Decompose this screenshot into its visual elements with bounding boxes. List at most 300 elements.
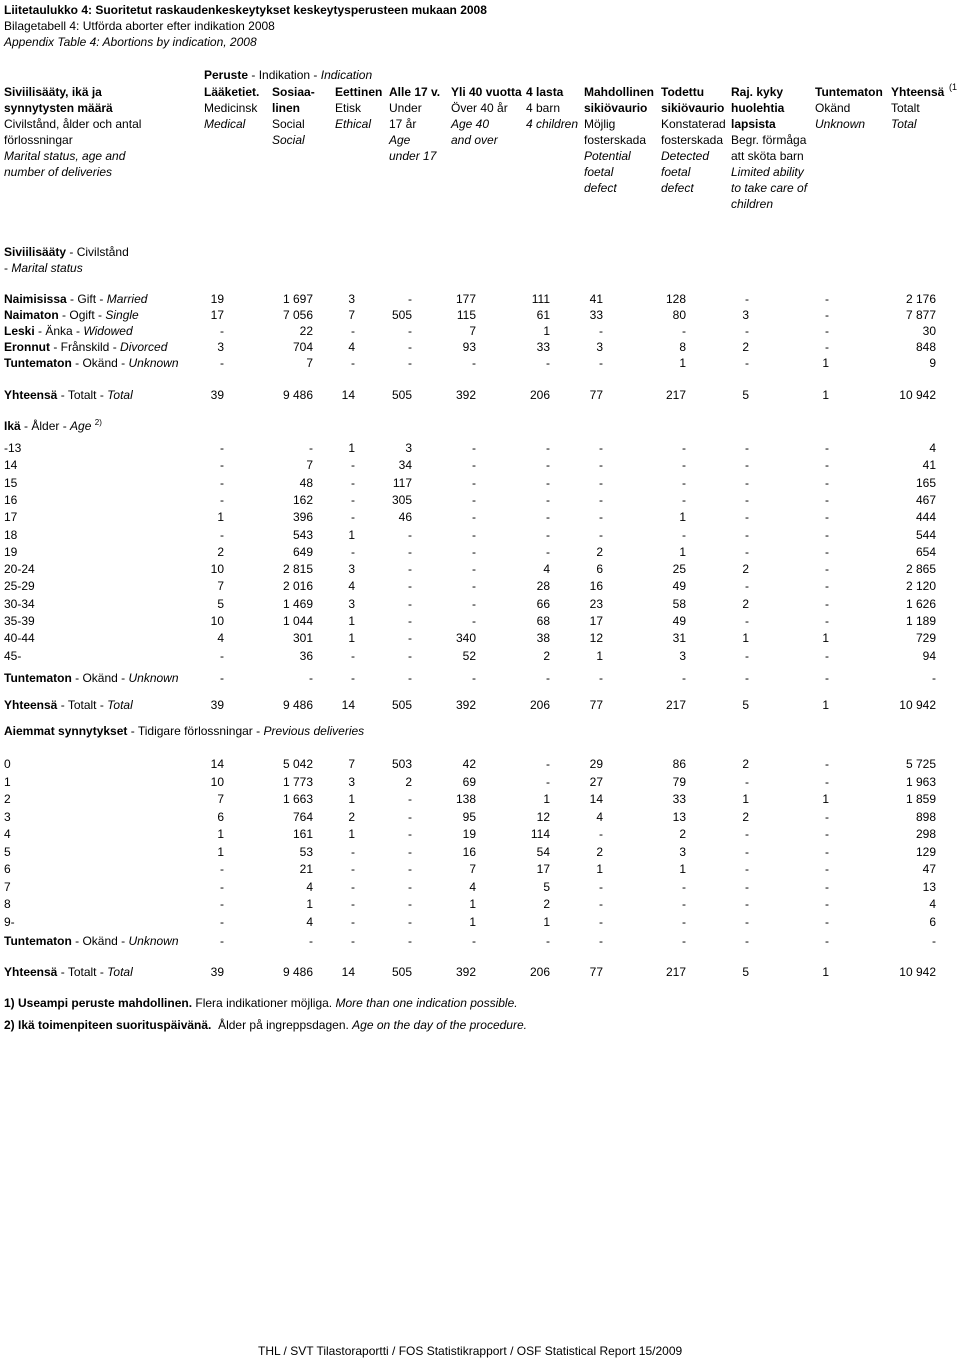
- table-cell: 4: [306, 914, 313, 929]
- table-cell: 5: [742, 698, 749, 712]
- column-header-line: Potential: [584, 149, 631, 163]
- table-cell: -: [220, 862, 224, 876]
- table-cell: -: [220, 527, 224, 542]
- table-cell: 14: [341, 965, 355, 979]
- table-cell: -: [408, 648, 412, 663]
- table-cell: -: [351, 879, 355, 894]
- table-cell: 1: [348, 631, 355, 646]
- table-cell: -: [351, 356, 355, 370]
- column-header-line: Age 40: [451, 117, 490, 131]
- table-cell: 68: [536, 614, 550, 628]
- table-cell: 14: [341, 388, 355, 402]
- table-cell: 10 942: [899, 388, 936, 402]
- label-sv: Civilstånd: [76, 245, 129, 259]
- table-cell: 14: [341, 698, 355, 712]
- column-header-line: foetal: [584, 165, 614, 179]
- table-row-label: Tuntematon - Okänd - Unknown: [4, 356, 179, 370]
- table-cell: 1: [596, 648, 603, 663]
- indication-group-header: Peruste - Indikation - Indication: [204, 68, 373, 82]
- table-cell: 16: [462, 844, 476, 859]
- table-cell: 505: [391, 308, 412, 322]
- table-cell: -: [825, 809, 829, 824]
- table-cell: -: [682, 879, 686, 894]
- table-cell: -: [825, 614, 829, 628]
- table-cell: 729: [915, 631, 936, 646]
- table-cell: 6: [596, 562, 603, 577]
- table-cell: 39: [210, 965, 224, 979]
- table-cell: 29: [589, 757, 603, 771]
- table-cell: -: [351, 458, 355, 473]
- table-cell: 4: [306, 879, 313, 894]
- table-cell: 161: [292, 827, 313, 841]
- column-header-line: sikiövaurio: [661, 101, 725, 115]
- table-cell: 95: [462, 809, 476, 824]
- table-cell: -: [745, 671, 749, 685]
- table-cell: -: [825, 292, 829, 306]
- table-cell: 5 725: [905, 757, 936, 771]
- section-heading-marital-en: - Marital status: [4, 261, 83, 275]
- table-cell: -: [825, 324, 829, 338]
- label-sv: Gift: [77, 292, 97, 306]
- table-row-label: 2: [4, 792, 11, 806]
- section-heading-age: Ikä - Ålder - Age $^{2)}$: [4, 418, 102, 433]
- table-cell: 162: [292, 492, 313, 507]
- label-fi: Naimisissa: [4, 292, 67, 306]
- table-row-label: 17: [4, 510, 18, 525]
- table-cell: 49: [672, 579, 686, 594]
- column-header-line: Etisk: [335, 101, 362, 115]
- table-cell: -: [745, 544, 749, 559]
- table-cell: -: [825, 757, 829, 771]
- table-cell: -: [472, 934, 476, 948]
- table-cell: 10 942: [899, 965, 936, 979]
- table-row-label: 45-: [4, 648, 22, 663]
- table-cell: -: [825, 562, 829, 577]
- total-row-label: Yhteensä - Totalt - Total: [4, 388, 133, 402]
- column-header-line: huolehtia: [731, 101, 785, 115]
- footnote-ref-superscript: (1: [949, 82, 958, 92]
- table-cell: -: [472, 527, 476, 542]
- table-cell: 17: [589, 614, 603, 628]
- table-cell: -: [408, 356, 412, 370]
- column-header-line: Todettu: [661, 85, 705, 99]
- table-cell: -: [825, 879, 829, 894]
- table-cell: -: [825, 648, 829, 663]
- table-cell: 217: [665, 388, 686, 402]
- table-row-label: 6: [4, 862, 11, 876]
- table-cell: 12: [589, 631, 603, 646]
- table-cell: -: [745, 527, 749, 542]
- column-header-line: foetal: [661, 165, 691, 179]
- table-cell: 764: [292, 809, 313, 824]
- table-cell: 19: [210, 292, 224, 306]
- table-cell: -: [408, 671, 412, 685]
- label-sv: Ålder: [31, 419, 60, 433]
- table-cell: -: [825, 596, 829, 611]
- table-cell: 3: [742, 308, 749, 322]
- table-cell: -: [745, 614, 749, 628]
- table-cell: -: [825, 441, 829, 455]
- table-cell: 1: [822, 356, 829, 370]
- table-cell: 4: [348, 340, 355, 354]
- table-cell: 3: [348, 596, 355, 611]
- table-row-label: 7: [4, 879, 11, 894]
- table-cell: 444: [915, 510, 936, 525]
- label-en: Unknown: [128, 671, 179, 685]
- table-cell: 2: [742, 809, 749, 824]
- table-cell: -: [745, 827, 749, 841]
- table-cell: -: [825, 544, 829, 559]
- table-cell: -: [351, 671, 355, 685]
- table-cell: 7 877: [905, 308, 936, 322]
- table-cell: -: [825, 579, 829, 594]
- label-en: Total: [107, 965, 133, 979]
- table-cell: 117: [392, 475, 412, 490]
- column-header-line: Ethical: [335, 117, 372, 131]
- column-header-line: and over: [451, 133, 498, 147]
- table-cell: -: [825, 914, 829, 929]
- table-cell: 53: [299, 844, 313, 859]
- column-header-line: Okänd: [815, 101, 851, 115]
- table-cell: 3: [679, 844, 686, 859]
- table-cell: -: [825, 308, 829, 322]
- table-cell: -: [599, 897, 603, 911]
- column-header-line: Totalt: [891, 101, 920, 115]
- table-cell: 5: [217, 596, 224, 611]
- table-cell: -: [825, 340, 829, 354]
- table-row-label: Tuntematon - Okänd - Unknown: [4, 934, 179, 948]
- table-cell: 13: [672, 809, 686, 824]
- table-cell: -: [682, 934, 686, 948]
- table-cell: 9 486: [282, 388, 313, 402]
- table-cell: -: [220, 897, 224, 911]
- column-header-line: fosterskada: [661, 133, 724, 147]
- table-cell: 2: [596, 544, 603, 559]
- table-cell: -: [599, 934, 603, 948]
- table-cell: -: [472, 475, 476, 490]
- table-cell: -: [745, 356, 749, 370]
- table-cell: 505: [391, 388, 412, 402]
- label-fi: Aiemmat synnytykset: [4, 724, 128, 738]
- table-cell: 93: [462, 340, 476, 354]
- table-cell: -: [472, 356, 476, 370]
- section-heading-deliveries: Aiemmat synnytykset - Tidigare förlossningar - Previous deliveries: [4, 724, 365, 738]
- table-cell: -: [599, 458, 603, 473]
- table-cell: -: [309, 934, 313, 948]
- table-cell: -: [546, 458, 550, 473]
- table-cell: -: [682, 527, 686, 542]
- table-cell: 28: [536, 579, 550, 594]
- table-cell: 1: [543, 324, 550, 338]
- table-cell: 1 697: [282, 292, 313, 306]
- column-header-line: 4 lasta: [526, 85, 564, 99]
- table-cell: 16: [589, 579, 603, 594]
- table-cell: -: [599, 441, 603, 455]
- table-cell: -: [932, 934, 936, 948]
- table-cell: -: [745, 914, 749, 929]
- table-cell: -: [546, 934, 550, 948]
- title-en: Appendix Table 4: Abortions by indication, 2008: [4, 35, 257, 49]
- label-sv: Änka: [45, 324, 73, 338]
- total-row-label: Yhteensä - Totalt - Total: [4, 965, 133, 979]
- table-cell: -: [546, 356, 550, 370]
- table-cell: -: [408, 631, 412, 646]
- table-cell: -: [351, 510, 355, 525]
- table-cell: 80: [672, 308, 686, 322]
- label-sv: Totalt: [67, 698, 97, 712]
- table-cell: 33: [589, 308, 603, 322]
- table-cell: 5: [742, 965, 749, 979]
- column-header-line: defect: [584, 181, 617, 195]
- table-cell: -: [408, 579, 412, 594]
- table-cell: 47: [922, 862, 936, 876]
- table-cell: -: [745, 844, 749, 859]
- table-cell: -: [599, 324, 603, 338]
- footnote-1: 1) Useampi peruste mahdollinen. Flera indikationer möjliga. More than one indication possible.: [4, 996, 518, 1010]
- column-header-line: Under: [389, 101, 422, 115]
- table-cell: 79: [672, 774, 686, 789]
- table-cell: -: [220, 458, 224, 473]
- column-header-line: Lääketiet.: [204, 85, 260, 99]
- table-cell: 3: [405, 441, 412, 455]
- column-header-line: Raj. kyky: [731, 85, 784, 99]
- table-cell: -: [825, 897, 829, 911]
- table-cell: 1: [348, 792, 355, 806]
- table-cell: 22: [299, 324, 313, 338]
- table-cell: -: [599, 356, 603, 370]
- table-cell: 33: [536, 340, 550, 354]
- table-cell: 649: [292, 544, 313, 559]
- table-cell: -: [220, 648, 224, 663]
- table-cell: 1: [306, 897, 313, 911]
- table-row-label: 8: [4, 897, 11, 911]
- table-cell: 1: [822, 965, 829, 979]
- table-cell: -: [745, 475, 749, 490]
- table-cell: 4: [348, 579, 355, 594]
- label-en: Unknown: [128, 934, 179, 948]
- table-cell: 115: [456, 308, 476, 322]
- label-fi: Yhteensä: [4, 698, 58, 712]
- column-header-line: Yli 40 vuotta: [451, 85, 522, 99]
- table-cell: 1: [822, 698, 829, 712]
- table-cell: 30: [922, 324, 936, 338]
- table-cell: 10: [210, 614, 224, 628]
- label-fi: Yhteensä: [4, 965, 58, 979]
- table-cell: 6: [929, 914, 936, 929]
- table-cell: -: [351, 648, 355, 663]
- label-fi: Yhteensä: [4, 388, 58, 402]
- table-cell: 1: [348, 527, 355, 542]
- table-cell: 7: [306, 458, 313, 473]
- table-cell: -: [408, 544, 412, 559]
- table-row-label: 40-44: [4, 631, 35, 646]
- table-cell: -: [408, 596, 412, 611]
- table-cell: -: [351, 492, 355, 507]
- table-cell: -: [408, 527, 412, 542]
- table-cell: 86: [672, 757, 686, 771]
- table-cell: 2: [679, 827, 686, 841]
- table-cell: 12: [536, 809, 550, 824]
- table-cell: -: [682, 897, 686, 911]
- table-cell: 898: [915, 809, 936, 824]
- table-cell: -: [825, 671, 829, 685]
- table-row-label: Naimaton - Ogift - Single: [4, 308, 139, 322]
- column-header-line: Sosiaa-: [272, 85, 315, 99]
- table-cell: 34: [398, 458, 412, 473]
- table-cell: 7: [348, 308, 355, 322]
- table-cell: 17: [536, 862, 550, 876]
- table-cell: -: [351, 934, 355, 948]
- table-cell: -: [932, 671, 936, 685]
- table-cell: 7 056: [282, 308, 313, 322]
- table-cell: -: [408, 844, 412, 859]
- table-cell: -: [745, 510, 749, 525]
- table-cell: -: [682, 441, 686, 455]
- table-cell: 392: [455, 698, 476, 712]
- table-row-label: 9-: [4, 914, 15, 929]
- column-header-line: Mahdollinen: [584, 85, 654, 99]
- table-cell: 4: [596, 809, 603, 824]
- table-cell: -: [408, 792, 412, 806]
- table-cell: 5: [543, 879, 550, 894]
- label-fi: Siviilisääty: [4, 245, 67, 259]
- table-row-label: Eronnut - Frånskild - Divorced: [4, 340, 168, 354]
- table-cell: 2: [596, 844, 603, 859]
- column-header-line: children: [731, 197, 774, 211]
- column-header-line: Social: [272, 133, 305, 147]
- table-cell: 1: [469, 914, 476, 929]
- table-cell: 1: [679, 510, 686, 525]
- table-cell: 25: [672, 562, 686, 577]
- table-cell: -: [745, 579, 749, 594]
- table-cell: 1 626: [905, 596, 936, 611]
- column-header-line: Eettinen: [335, 85, 383, 99]
- table-cell: 128: [665, 292, 686, 306]
- table-cell: 3: [679, 648, 686, 663]
- label-fi: Ikä: [4, 419, 21, 433]
- table-cell: 77: [589, 965, 603, 979]
- table-cell: 305: [391, 492, 412, 507]
- table-cell: -: [599, 827, 603, 841]
- column-header-line: Unknown: [815, 117, 866, 131]
- table-cell: 165: [915, 475, 936, 490]
- table-cell: 2: [742, 757, 749, 771]
- table-cell: 42: [462, 757, 476, 771]
- table-cell: 1: [543, 914, 550, 929]
- column-header-line: to take care of: [731, 181, 808, 195]
- table-cell: 10 942: [899, 698, 936, 712]
- table-cell: 1: [822, 792, 829, 806]
- label-sv: Tidigare förlossningar: [137, 724, 253, 738]
- column-header-line: Age: [389, 133, 411, 147]
- table-row-label: 15: [4, 475, 18, 490]
- column-header-line: Total: [891, 117, 917, 131]
- table-cell: -: [408, 614, 412, 628]
- column-header-line: Begr. förmåga: [731, 133, 807, 147]
- column-header-line: 17 år: [389, 117, 417, 131]
- total-row-label: Yhteensä - Totalt - Total: [4, 698, 133, 712]
- table-cell: 206: [529, 965, 550, 979]
- table-row-label: 14: [4, 458, 18, 473]
- table-cell: 13: [922, 879, 936, 894]
- table-cell: 217: [665, 965, 686, 979]
- table-row-label: -13: [4, 441, 22, 455]
- table-row-label: 4: [4, 827, 11, 841]
- table-cell: -: [599, 527, 603, 542]
- table-cell: 94: [922, 648, 936, 663]
- table-cell: -: [825, 862, 829, 876]
- table-cell: 1: [348, 441, 355, 455]
- table-cell: 2 120: [905, 579, 936, 594]
- table-cell: 3: [348, 562, 355, 577]
- table-cell: 9 486: [282, 698, 313, 712]
- table-cell: -: [599, 671, 603, 685]
- table-cell: 4: [217, 631, 224, 646]
- table-cell: 38: [536, 631, 550, 646]
- column-header-line: Social: [272, 117, 305, 131]
- table-cell: -: [220, 934, 224, 948]
- label-en: Total: [107, 388, 133, 402]
- table-row-label: 25-29: [4, 579, 35, 594]
- table-cell: 1: [822, 631, 829, 646]
- label-en: Previous deliveries: [263, 724, 365, 738]
- column-header-line: Limited ability: [731, 165, 804, 179]
- column-header-line: Detected: [661, 149, 710, 163]
- table-cell: -: [825, 827, 829, 841]
- table-cell: -: [745, 441, 749, 455]
- table-cell: -: [472, 492, 476, 507]
- table-cell: -: [599, 475, 603, 490]
- column-header-line: Möjlig: [584, 117, 616, 131]
- table-cell: 7: [306, 356, 313, 370]
- table-cell: 848: [915, 340, 936, 354]
- table-cell: 1: [217, 827, 224, 841]
- table-cell: 3: [348, 292, 355, 306]
- table-cell: 704: [292, 340, 313, 354]
- table-cell: 58: [672, 596, 686, 611]
- label-en: Age: [70, 419, 92, 433]
- table-cell: 41: [589, 292, 603, 306]
- table-cell: 77: [589, 388, 603, 402]
- table-cell: -: [472, 544, 476, 559]
- table-cell: 4: [469, 879, 476, 894]
- table-cell: -: [682, 671, 686, 685]
- table-cell: 1: [742, 631, 749, 646]
- table-row-label: 0: [4, 757, 11, 771]
- table-cell: 8: [679, 340, 686, 354]
- table-cell: 2 016: [282, 579, 313, 594]
- table-cell: -: [745, 292, 749, 306]
- column-header-line: Medicinsk: [204, 101, 258, 115]
- table-cell: 7: [469, 324, 476, 338]
- table-cell: 77: [589, 698, 603, 712]
- table-cell: -: [220, 441, 224, 455]
- table-cell: 7: [469, 862, 476, 876]
- table-cell: -: [351, 544, 355, 559]
- label-fi: Naimaton: [4, 308, 59, 322]
- table-cell: 54: [536, 844, 550, 859]
- table-cell: -: [745, 862, 749, 876]
- label-en: Widowed: [83, 324, 133, 338]
- table-cell: 340: [455, 631, 476, 646]
- table-cell: 1: [679, 862, 686, 876]
- label-sv: Frånskild: [60, 340, 110, 354]
- table-cell: -: [682, 324, 686, 338]
- table-cell: 2: [543, 897, 550, 911]
- column-header-line: 4 children: [526, 117, 579, 131]
- table-cell: -: [220, 475, 224, 490]
- label-sv: Okänd: [82, 671, 118, 685]
